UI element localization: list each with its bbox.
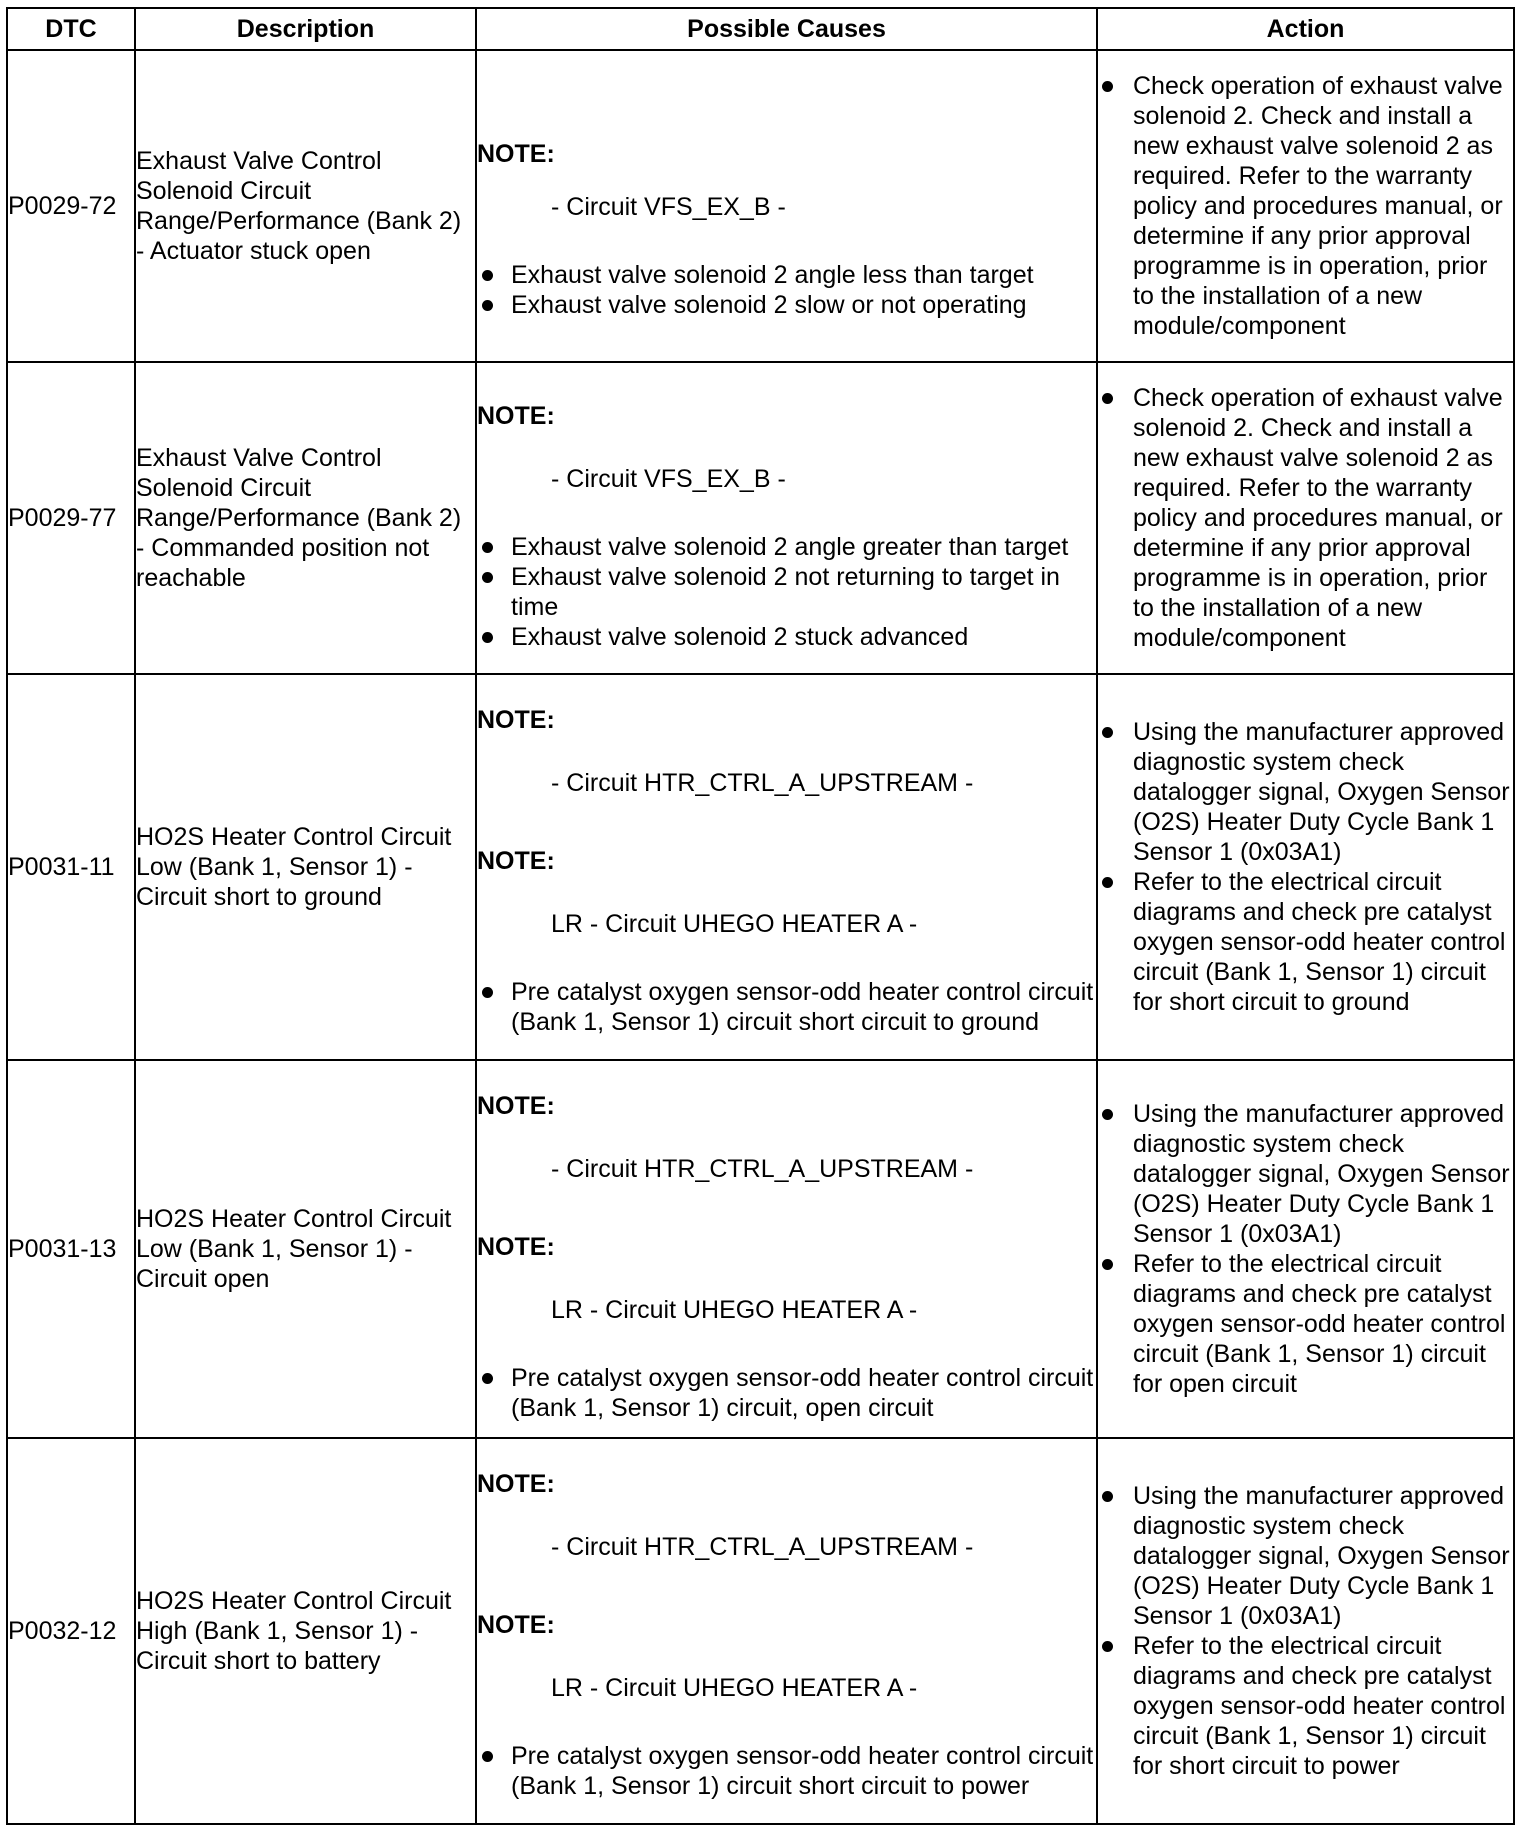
note-label: NOTE: — [477, 1610, 555, 1639]
possible-causes — [476, 362, 1097, 674]
dtc-code: P0031-11 — [7, 674, 135, 1060]
action-item: Check operation of exhaust valve solenoid 2. Check and install a new exhaust valve solenoid 2 as required. Refer to the warranty policy and procedures manual, or determine if any prior approval programme is in operation, prior to the installation of a new module/component — [1098, 71, 1513, 341]
note-label: NOTE: — [477, 1092, 555, 1120]
note-label: NOTE: — [477, 401, 555, 430]
note-label: NOTE: — [477, 1469, 555, 1498]
possible-causes — [476, 50, 1097, 362]
action-item: Using the manufacturer approved diagnostic system check datalogger signal, Oxygen Sensor (O2S) Heater Duty Cycle Bank 1 Sensor 1 (0x03A1) — [1098, 717, 1513, 867]
table-row — [7, 362, 1514, 674]
action — [1097, 1438, 1514, 1824]
circuit-note: - Circuit VFS_EX_B - — [551, 193, 786, 221]
description: HO2S Heater Control Circuit Low (Bank 1, Sensor 1) - Circuit short to ground — [135, 674, 476, 1060]
circuit-note: - Circuit HTR_CTRL_A_UPSTREAM - — [551, 768, 974, 797]
cause-item: Pre catalyst oxygen sensor-odd heater control circuit (Bank 1, Sensor 1) circuit, open circuit — [477, 1363, 1096, 1423]
header-description: Description — [135, 8, 476, 50]
table-row — [7, 50, 1514, 362]
possible-causes — [476, 674, 1097, 1060]
description: HO2S Heater Control Circuit High (Bank 1, Sensor 1) - Circuit short to battery — [135, 1438, 476, 1824]
header-dtc: DTC — [7, 8, 135, 50]
cause-item: Exhaust valve solenoid 2 slow or not operating — [477, 290, 1096, 320]
circuit-note: LR - Circuit UHEGO HEATER A - — [551, 1673, 918, 1702]
note-label: NOTE: — [477, 846, 555, 875]
note-label: NOTE: — [477, 140, 555, 168]
circuit-note: - Circuit VFS_EX_B - — [551, 464, 786, 493]
action-list — [1098, 71, 1513, 341]
cause-item: Pre catalyst oxygen sensor-odd heater control circuit (Bank 1, Sensor 1) circuit short circuit to power — [477, 1741, 1096, 1801]
description: Exhaust Valve Control Solenoid Circuit Range/Performance (Bank 2) - Commanded position not reachable — [135, 362, 476, 674]
table-row — [7, 1438, 1514, 1824]
action-item: Refer to the electrical circuit diagrams and check pre catalyst oxygen sensor-odd heater control circuit (Bank 1, Sensor 1) circuit for short circuit to power — [1098, 1631, 1513, 1781]
cause-list — [477, 532, 1096, 652]
action-item: Refer to the electrical circuit diagrams and check pre catalyst oxygen sensor-odd heater control circuit (Bank 1, Sensor 1) circuit for short circuit to ground — [1098, 867, 1513, 1017]
header-action: Action — [1097, 8, 1514, 50]
action-item: Using the manufacturer approved diagnostic system check datalogger signal, Oxygen Sensor (O2S) Heater Duty Cycle Bank 1 Sensor 1 (0x03A1) — [1098, 1481, 1513, 1631]
cause-list — [477, 1741, 1096, 1801]
action — [1097, 50, 1514, 362]
note-label: NOTE: — [477, 1233, 555, 1261]
dtc-code: P0029-77 — [7, 362, 135, 674]
description: HO2S Heater Control Circuit Low (Bank 1, Sensor 1) - Circuit open — [135, 1060, 476, 1438]
cause-item: Exhaust valve solenoid 2 not returning to target in time — [477, 562, 1096, 622]
action — [1097, 362, 1514, 674]
action-list — [1098, 1099, 1513, 1399]
circuit-note: LR - Circuit UHEGO HEATER A - — [551, 1296, 918, 1324]
action-item: Using the manufacturer approved diagnostic system check datalogger signal, Oxygen Sensor (O2S) Heater Duty Cycle Bank 1 Sensor 1 (0x03A1) — [1098, 1099, 1513, 1249]
action — [1097, 674, 1514, 1060]
circuit-note: - Circuit HTR_CTRL_A_UPSTREAM - — [551, 1155, 974, 1183]
cause-list — [477, 1363, 1096, 1423]
cause-item: Exhaust valve solenoid 2 stuck advanced — [477, 622, 1096, 652]
action-list — [1098, 1481, 1513, 1781]
header-row — [7, 8, 1514, 50]
dtc-table — [6, 7, 1515, 1825]
cause-item: Pre catalyst oxygen sensor-odd heater control circuit (Bank 1, Sensor 1) circuit short circuit to ground — [477, 977, 1096, 1037]
table-row — [7, 674, 1514, 1060]
possible-causes — [476, 1060, 1097, 1438]
action-item: Refer to the electrical circuit diagrams and check pre catalyst oxygen sensor-odd heater control circuit (Bank 1, Sensor 1) circuit for open circuit — [1098, 1249, 1513, 1399]
action-list — [1098, 717, 1513, 1017]
cause-list — [477, 260, 1096, 320]
dtc-code: P0032-12 — [7, 1438, 135, 1824]
cause-item: Exhaust valve solenoid 2 angle less than target — [477, 260, 1096, 290]
header-possible-causes: Possible Causes — [476, 8, 1097, 50]
circuit-note: LR - Circuit UHEGO HEATER A - — [551, 909, 918, 938]
cause-item: Exhaust valve solenoid 2 angle greater than target — [477, 532, 1096, 562]
dtc-code: P0031-13 — [7, 1060, 135, 1438]
action — [1097, 1060, 1514, 1438]
table-row — [7, 1060, 1514, 1438]
action-item: Check operation of exhaust valve solenoid 2. Check and install a new exhaust valve solenoid 2 as required. Refer to the warranty policy and procedures manual, or determine if any prior approval programme is in operation, prior to the installation of a new module/component — [1098, 383, 1513, 653]
circuit-note: - Circuit HTR_CTRL_A_UPSTREAM - — [551, 1532, 974, 1561]
possible-causes — [476, 1438, 1097, 1824]
action-list — [1098, 383, 1513, 653]
description: Exhaust Valve Control Solenoid Circuit Range/Performance (Bank 2) - Actuator stuck open — [135, 50, 476, 362]
cause-list — [477, 977, 1096, 1037]
dtc-code: P0029-72 — [7, 50, 135, 362]
note-label: NOTE: — [477, 705, 555, 734]
